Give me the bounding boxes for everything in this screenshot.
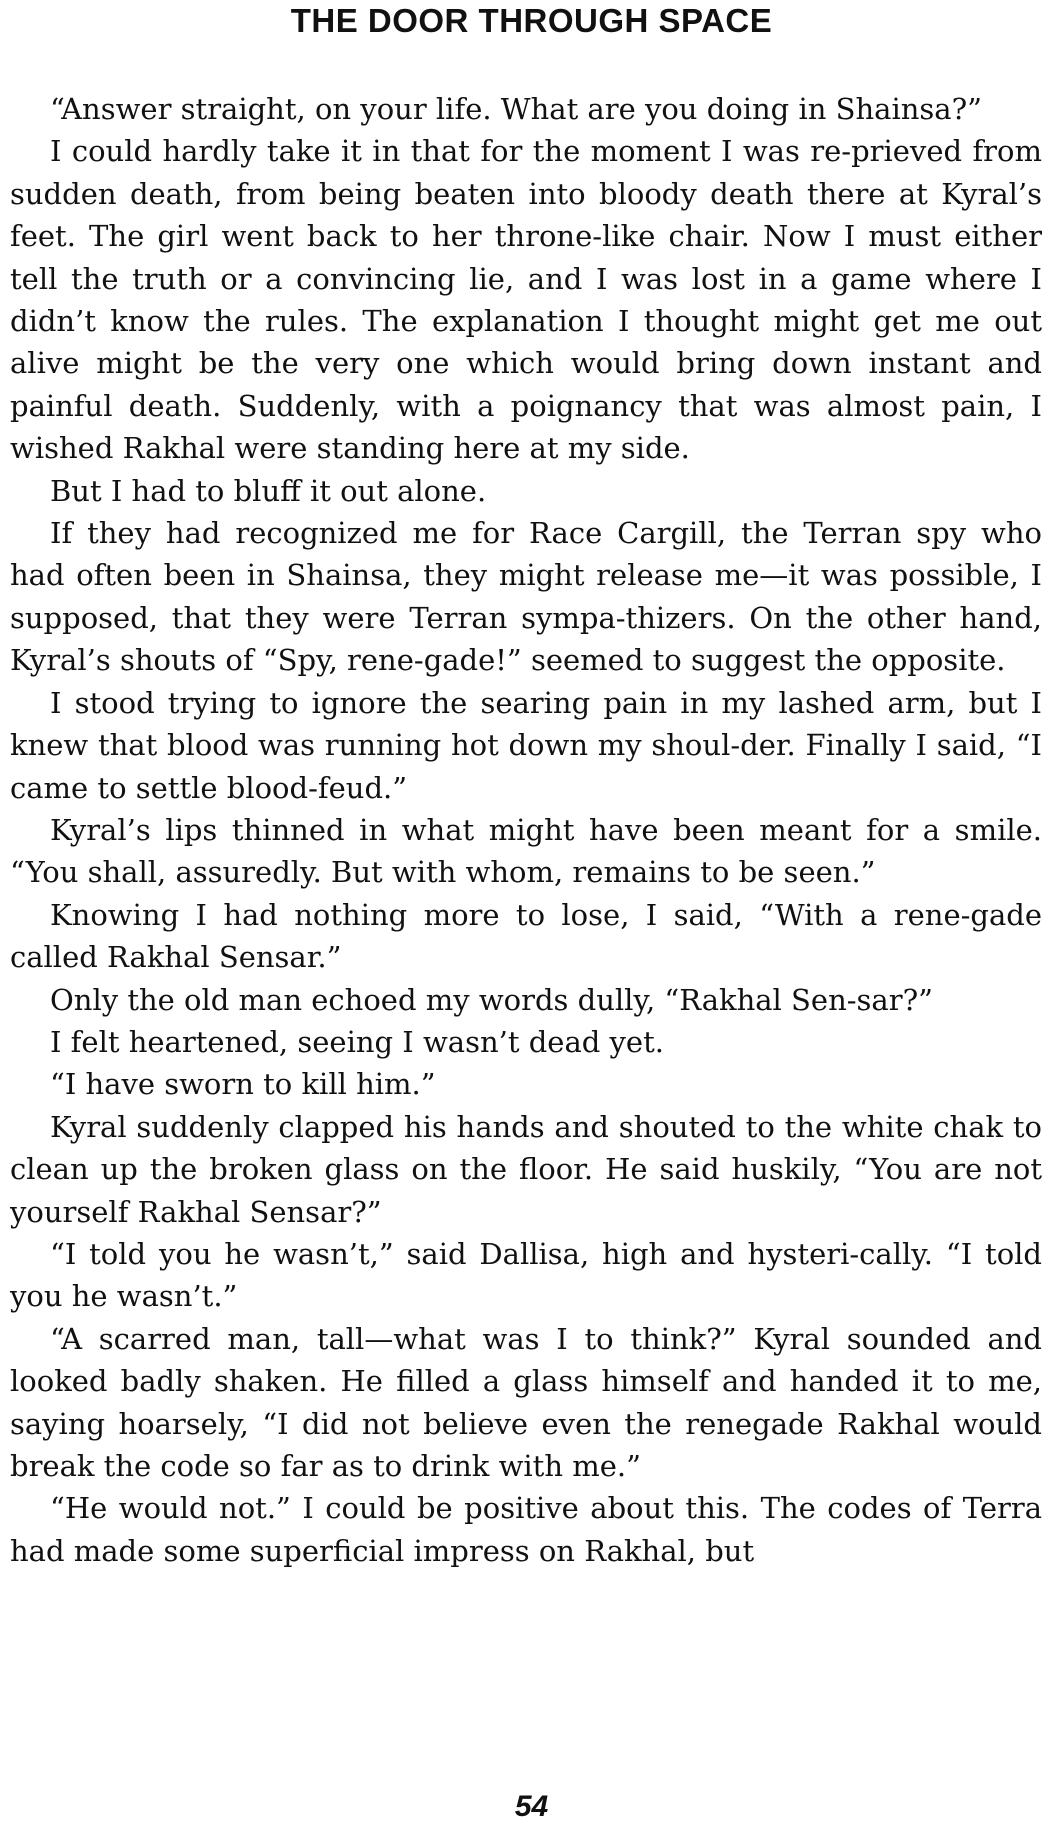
paragraph: Knowing I had nothing more to lose, I said, “With a rene-gade called Rakhal Sensar.” [10,897,1042,975]
paragraph: But I had to bluff it out alone. [50,473,487,508]
paragraph: “He would not.” I could be positive about this. The codes of Terra had made some superficial impress on Rakhal, but [10,1491,1042,1568]
paragraph: I stood trying to ignore the searing pain in my lashed arm, but I knew that blood was running hot down my shoul-der. Finally I said, “I came to settle blood-feud.” [10,685,1042,805]
page-number: 54 [514,1790,549,1823]
paragraph: I felt heartened, seeing I wasn’t dead yet. [50,1024,664,1059]
paragraph: “I told you he wasn’t,” said Dallisa, high and hysteri-cally. “I told you he wasn’t.” [10,1236,1042,1314]
body-text [10,88,1042,1572]
running-head: THE DOOR THROUGH SPACE [290,2,773,39]
paragraph: I could hardly take it in that for the moment I was re-prieved from sudden death, from being beaten into bloody death there at Kyral’s feet. The girl went back to her throne-like chair. Now I must either tell the truth or a convincing lie, and I was lost in a game where I didn’t know the rules. The explanation I thought might get me out alive might be the very one which would bring down instant and painful death. Suddenly, with a poignancy that was almost pain, I wished Rakhal were standing here at my side. [10,134,1042,466]
paragraph: “Answer straight, on your life. What are you doing in Shainsa?” [50,92,982,126]
paragraph: Only the old man echoed my words dully, “Rakhal Sen-sar?” [50,982,933,1017]
paragraph: Kyral suddenly clapped his hands and shouted to the white chak to clean up the broken glass on the floor. He said huskily, “You are not yourself Rakhal Sensar?” [10,1109,1042,1229]
paragraph: “I have sworn to kill him.” [50,1067,436,1102]
paragraph: If they had recognized me for Race Cargill, the Terran spy who had often been in Shainsa, they might release me—it was possible, I supposed, that they were Terran sympa-thizers. On the other hand, Kyral’s shouts of “Spy, rene-gade!” seemed to suggest the opposite. [10,516,1042,678]
paragraph: Kyral’s lips thinned in what might have been meant for a smile. “You shall, assuredly. But with whom, remains to be seen.” [10,812,1042,890]
paragraph: “A scarred man, tall—what was I to think?” Kyral sounded and looked badly shaken. He filled a glass himself and handed it to me, saying hoarsely, “I did not believe even the renegade Rakhal would break the code so far as to drink with me.” [10,1321,1042,1483]
